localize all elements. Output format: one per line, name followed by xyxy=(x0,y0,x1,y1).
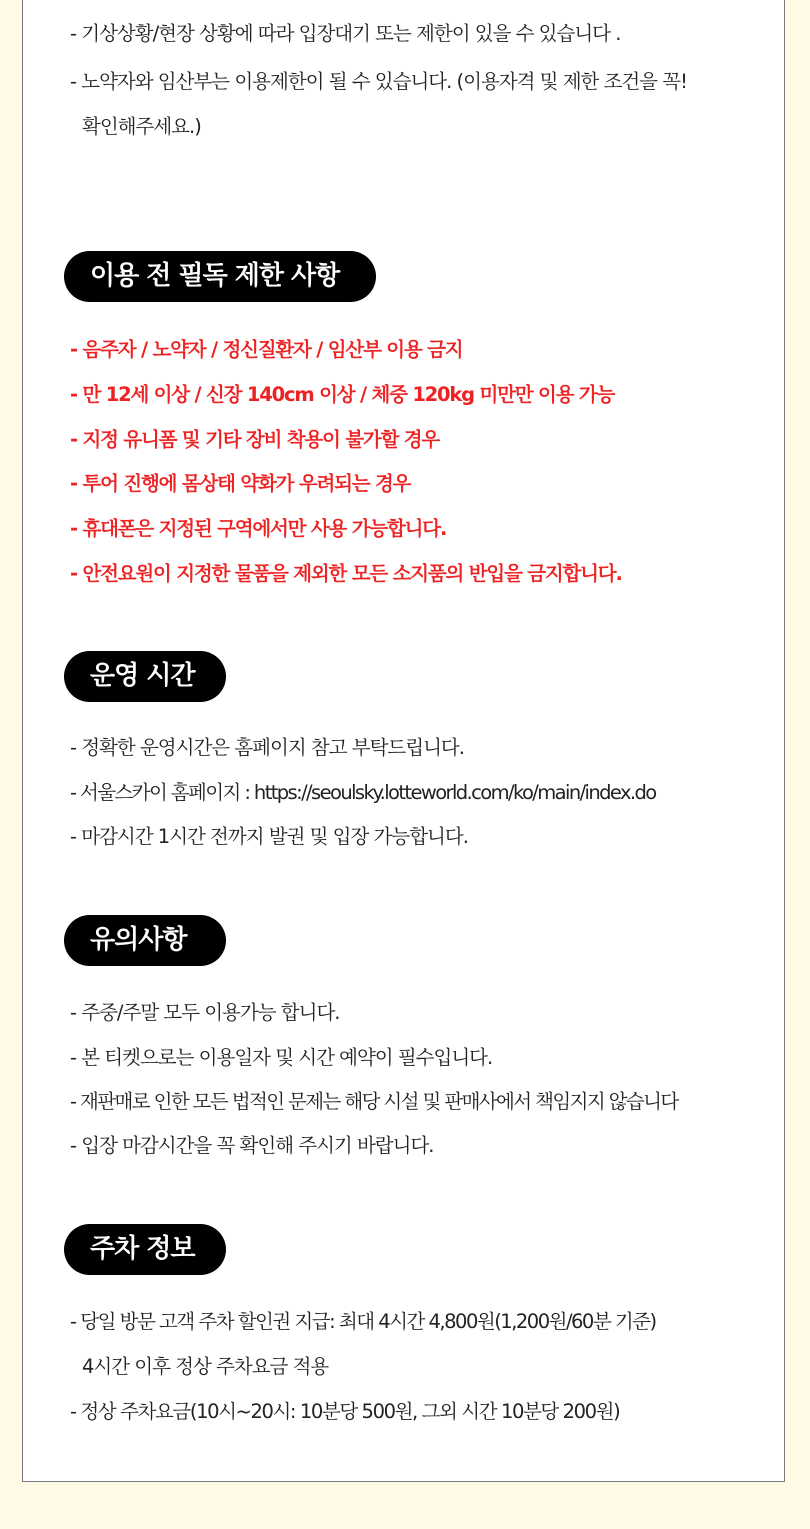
parking-item-2: 4시간 이후 정상 주차요금 적용 xyxy=(82,1355,329,1378)
parking-heading: 주차 정보 xyxy=(64,1224,226,1275)
restriction-item-1: - 음주자 / 노약자 / 정신질환자 / 임산부 이용 금지 xyxy=(70,338,463,361)
notes-heading: 유의사항 xyxy=(64,915,226,966)
restriction-item-2: - 만 12세 이상 / 신장 140cm 이상 / 체중 120kg 미만만 이용 가능 xyxy=(70,383,615,406)
restriction-item-3: - 지정 유니폼 및 기타 장비 착용이 불가할 경우 xyxy=(70,428,440,451)
parking-item-1: - 당일 방문 고객 주차 할인권 지급: 최대 4시간 4,800원(1,200원/60분 기준) xyxy=(70,1310,656,1333)
notes-item-3: - 재판매로 인한 모든 법적인 문제는 해당 시설 및 판매사에서 책임지지 않습니다 xyxy=(70,1090,678,1113)
intro-line-2: - 노약자와 임산부는 이용제한이 될 수 있습니다. (이용자격 및 제한 조건을 꼭! xyxy=(70,70,687,93)
hours-item-2: - 서울스카이 홈페이지 : https://seoulsky.lotteworld.com/ko/main/index.do xyxy=(70,781,656,804)
intro-line-3: 확인해주세요.) xyxy=(82,115,201,138)
restrictions-heading: 이용 전 필독 제한 사항 xyxy=(64,251,376,302)
notes-item-2: - 본 티켓으로는 이용일자 및 시간 예약이 필수입니다. xyxy=(70,1046,493,1069)
hours-item-3: - 마감시간 1시간 전까지 발권 및 입장 가능합니다. xyxy=(70,825,468,848)
restriction-item-6: - 안전요원이 지정한 물품을 제외한 모든 소지품의 반입을 금지합니다. xyxy=(70,562,622,585)
notes-item-4: - 입장 마감시간을 꼭 확인해 주시기 바랍니다. xyxy=(70,1134,434,1157)
hours-item-1: - 정확한 운영시간은 홈페이지 참고 부탁드립니다. xyxy=(70,736,464,759)
notes-item-1: - 주중/주말 모두 이용가능 합니다. xyxy=(70,1001,340,1024)
parking-item-3: - 정상 주차요금(10시~20시: 10분당 500원, 그외 시간 10분당 200원) xyxy=(70,1400,620,1423)
restriction-item-4: - 투어 진행에 몸상태 약화가 우려되는 경우 xyxy=(70,472,411,495)
restriction-item-5: - 휴대폰은 지정된 구역에서만 사용 가능합니다. xyxy=(70,517,447,540)
hours-heading: 운영 시간 xyxy=(64,651,226,702)
intro-line-1: - 기상상황/현장 상황에 따라 입장대기 또는 제한이 있을 수 있습니다 . xyxy=(70,22,621,45)
